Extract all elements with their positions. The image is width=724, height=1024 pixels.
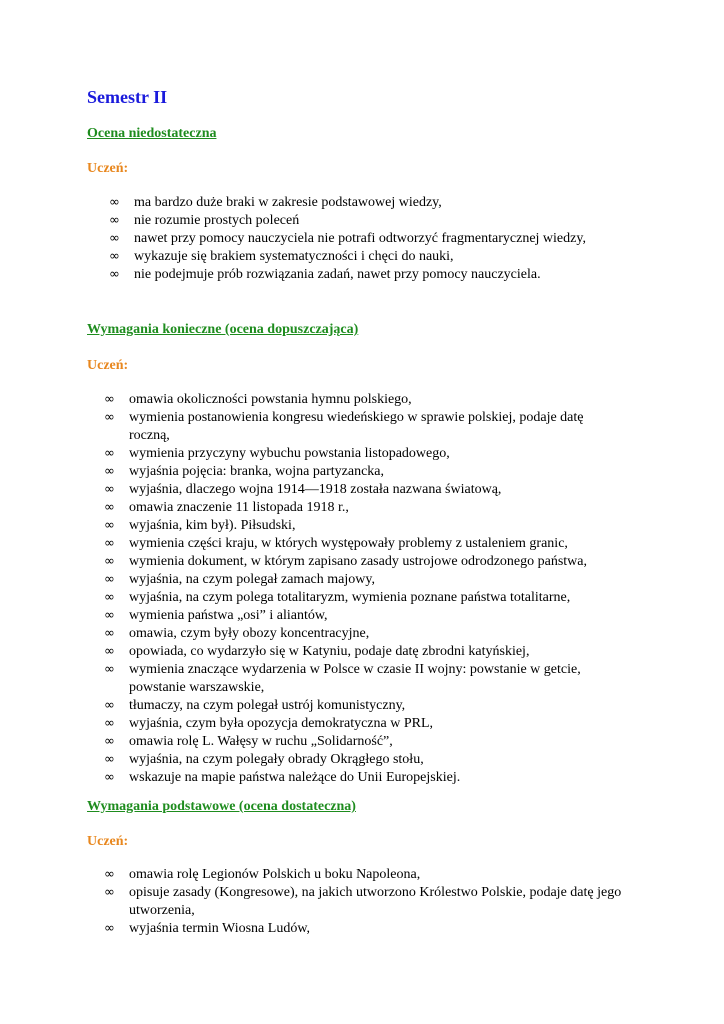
bullet-icon: ∞	[104, 752, 115, 767]
bullet-icon: ∞	[109, 231, 120, 246]
list-item: ∞ wyjaśnia, na czym polega totalitaryzm, wymienia poznane państwa totalitarne,	[104, 590, 571, 605]
bullet-icon: ∞	[104, 590, 115, 605]
list-item: ∞ opowiada, co wydarzyło się w Katyniu, podaje datę zbrodni katyńskiej,	[104, 644, 530, 659]
list-item: ∞ omawia okoliczności powstania hymnu polskiego,	[104, 392, 412, 407]
bullet-icon: ∞	[104, 410, 115, 425]
list-item: ∞ wykazuje się brakiem systematyczności i chęci do nauki,	[109, 249, 454, 264]
bullet-icon: ∞	[104, 536, 115, 551]
list-item: ∞ wyjaśnia pojęcia: branka, wojna partyzancka,	[104, 464, 385, 479]
student-label: Uczeń:	[87, 358, 129, 373]
list-item: ∞ nawet przy pomocy nauczyciela nie potrafi odtworzyć fragmentarycznej wiedzy,	[109, 231, 586, 246]
bullet-icon: ∞	[104, 885, 115, 900]
requirements-list	[109, 194, 629, 284]
list-item: ∞ wyjaśnia, na czym polegały obrady Okrągłego stołu,	[104, 752, 424, 767]
list-item: ∞ wyjaśnia termin Wiosna Ludów,	[104, 921, 311, 936]
list-item: ∞ opisuje zasady (Kongresowe), na jakich utworzono Królestwo Polskie, podaje datę jego utworzenia,	[104, 885, 622, 918]
bullet-icon: ∞	[104, 500, 115, 515]
list-item: ∞ omawia rolę Legionów Polskich u boku Napoleona,	[104, 867, 421, 882]
bullet-icon: ∞	[104, 482, 115, 497]
bullet-icon: ∞	[104, 867, 115, 882]
list-item: ∞ tłumaczy, na czym polegał ustrój komunistyczny,	[104, 698, 406, 713]
requirements-list	[104, 391, 614, 787]
bullet-icon: ∞	[104, 662, 115, 677]
section-heading-dopuszczajaca: Wymagania konieczne (ocena dopuszczająca)	[87, 322, 359, 337]
list-item: ∞ nie rozumie prostych poleceń	[109, 213, 300, 228]
list-item: ∞ wyjaśnia, dlaczego wojna 1914—1918 została nazwana światową,	[104, 482, 502, 497]
bullet-icon: ∞	[109, 249, 120, 264]
bullet-icon: ∞	[104, 464, 115, 479]
bullet-icon: ∞	[109, 195, 120, 210]
bullet-icon: ∞	[104, 608, 115, 623]
student-label: Uczeń:	[87, 834, 129, 849]
bullet-icon: ∞	[104, 554, 115, 569]
bullet-icon: ∞	[104, 644, 115, 659]
section-heading-dostateczna: Wymagania podstawowe (ocena dostateczna)	[87, 799, 356, 814]
list-item: ∞ wyjaśnia, czym była opozycja demokratyczna w PRL,	[104, 716, 434, 731]
bullet-icon: ∞	[109, 213, 120, 228]
bullet-icon: ∞	[104, 770, 115, 785]
bullet-icon: ∞	[104, 716, 115, 731]
list-item: ∞ wyjaśnia, kim był). Piłsudski,	[104, 518, 296, 533]
list-item: ∞ omawia, czym były obozy koncentracyjne,	[104, 626, 370, 641]
bullet-icon: ∞	[104, 626, 115, 641]
list-item: ∞ wyjaśnia, na czym polegał zamach majowy,	[104, 572, 375, 587]
list-item: ∞ omawia znaczenie 11 listopada 1918 r.,	[104, 500, 349, 515]
bullet-icon: ∞	[109, 267, 120, 282]
bullet-icon: ∞	[104, 572, 115, 587]
bullet-icon: ∞	[104, 518, 115, 533]
list-item: ∞ wymienia części kraju, w których występowały problemy z ustaleniem granic,	[104, 536, 568, 551]
list-item: ∞ nie podejmuje prób rozwiązania zadań, nawet przy pomocy nauczyciela.	[109, 267, 541, 282]
list-item: ∞ wskazuje na mapie państwa należące do Unii Europejskiej.	[104, 770, 461, 785]
list-item: ∞ wymienia przyczyny wybuchu powstania listopadowego,	[104, 446, 450, 461]
requirements-list	[104, 866, 624, 938]
bullet-icon: ∞	[104, 392, 115, 407]
bullet-icon: ∞	[104, 921, 115, 936]
list-item: ∞ wymienia znaczące wydarzenia w Polsce w czasie II wojny: powstanie w getcie, powstanie warszawskie,	[104, 662, 581, 695]
list-item: ∞ ma bardzo duże braki w zakresie podstawowej wiedzy,	[109, 195, 442, 210]
list-item: ∞ omawia rolę L. Wałęsy w ruchu „Solidarność”,	[104, 734, 393, 749]
section-heading-niedostateczna: Ocena niedostateczna	[87, 126, 217, 141]
list-item: ∞ wymienia postanowienia kongresu wiedeńskiego w sprawie polskiej, podaje datę roczną,	[104, 410, 584, 443]
bullet-icon: ∞	[104, 698, 115, 713]
page-title: Semestr II	[87, 87, 168, 107]
list-item: ∞ wymienia państwa „osi” i aliantów,	[104, 608, 328, 623]
list-item: ∞ wymienia dokument, w którym zapisano zasady ustrojowe odrodzonego państwa,	[104, 554, 588, 569]
student-label: Uczeń:	[87, 161, 129, 176]
bullet-icon: ∞	[104, 446, 115, 461]
bullet-icon: ∞	[104, 734, 115, 749]
